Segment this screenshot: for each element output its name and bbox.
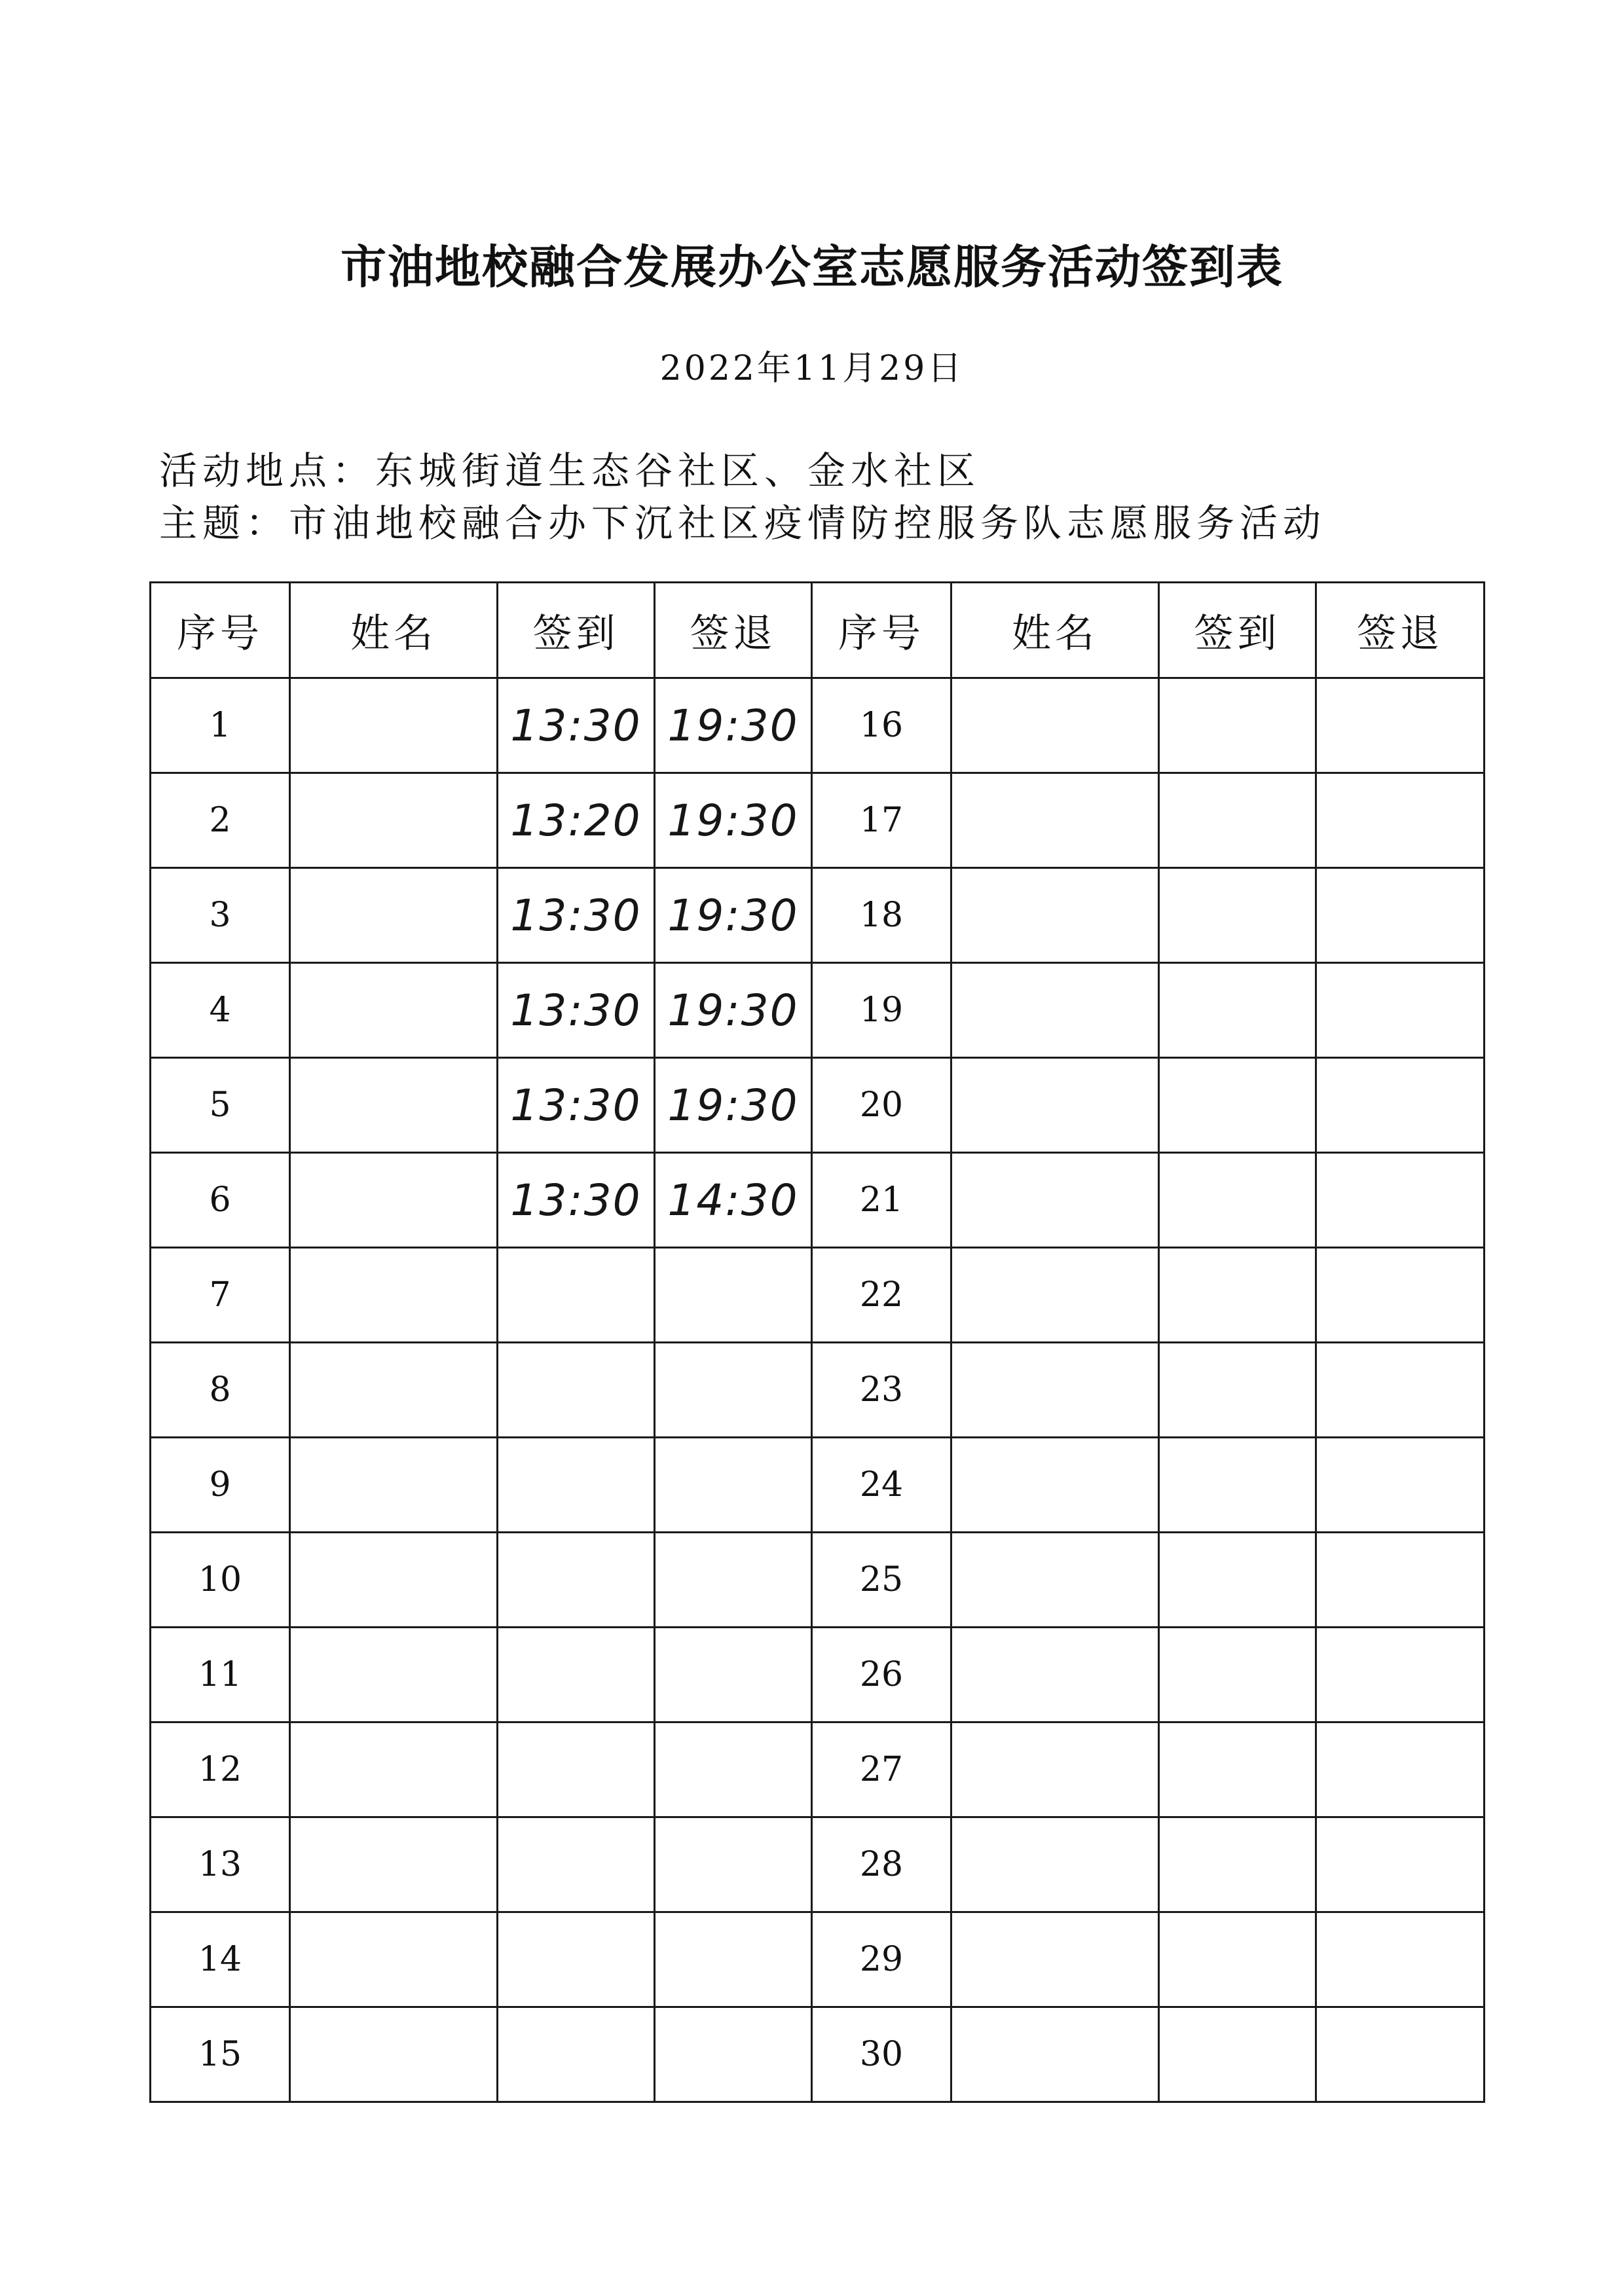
header-name-right: 姓名 [951, 583, 1159, 678]
signout-cell [1316, 1248, 1485, 1343]
header-signin-right: 签到 [1159, 583, 1316, 678]
signin-cell [1159, 1058, 1316, 1153]
seq-cell: 9 [151, 1438, 290, 1533]
signin-cell [1159, 1722, 1316, 1817]
table-row [151, 1153, 1485, 1248]
seq-cell: 25 [812, 1533, 951, 1628]
signin-cell [1159, 1438, 1316, 1533]
signin-cell [1159, 1153, 1316, 1248]
name-cell [290, 2007, 498, 2102]
signout-cell: 19:30 [655, 868, 812, 963]
signin-cell [1159, 868, 1316, 963]
name-cell [951, 1628, 1159, 1722]
signout-cell: 19:30 [655, 678, 812, 773]
signin-cell: 13:30 [498, 868, 655, 963]
seq-cell: 5 [151, 1058, 290, 1153]
name-cell [290, 1722, 498, 1817]
name-cell [290, 1438, 498, 1533]
seq-cell: 11 [151, 1628, 290, 1722]
table-header-row [151, 583, 1485, 678]
table-row [151, 2007, 1485, 2102]
sheet-date: 2022年11月29日 [659, 349, 965, 388]
name-cell [290, 868, 498, 963]
signin-cell [498, 1912, 655, 2007]
table-row [151, 1533, 1485, 1628]
name-cell [290, 1533, 498, 1628]
seq-cell: 7 [151, 1248, 290, 1343]
name-cell [951, 1912, 1159, 2007]
signout-cell [1316, 1817, 1485, 1912]
name-cell [290, 963, 498, 1058]
seq-cell: 27 [812, 1722, 951, 1817]
topic-value: 市油地校融合办下沉社区疫情防控服务队志愿服务活动 [289, 501, 1327, 545]
activity-topic [159, 492, 1326, 547]
seq-cell: 1 [151, 678, 290, 773]
table-body [151, 678, 1485, 2102]
name-cell [951, 1438, 1159, 1533]
name-cell [951, 1343, 1159, 1438]
seq-cell: 28 [812, 1817, 951, 1912]
seq-cell: 4 [151, 963, 290, 1058]
signin-cell: 13:30 [498, 963, 655, 1058]
seq-cell: 2 [151, 773, 290, 868]
header-name-left: 姓名 [290, 583, 498, 678]
signout-cell: 14:30 [655, 1153, 812, 1248]
signout-cell [655, 1628, 812, 1722]
name-cell [951, 963, 1159, 1058]
seq-cell: 8 [151, 1343, 290, 1438]
signin-cell [498, 1343, 655, 1438]
name-cell [290, 1248, 498, 1343]
seq-cell: 13 [151, 1817, 290, 1912]
signin-cell [498, 1628, 655, 1722]
name-cell [951, 2007, 1159, 2102]
name-cell [951, 1153, 1159, 1248]
seq-cell: 18 [812, 868, 951, 963]
signout-cell [655, 2007, 812, 2102]
signout-cell [1316, 868, 1485, 963]
name-cell [290, 678, 498, 773]
signout-cell [655, 1722, 812, 1817]
name-cell [290, 1058, 498, 1153]
header-signout-left: 签退 [655, 583, 812, 678]
signin-cell [498, 1533, 655, 1628]
signout-cell [1316, 963, 1485, 1058]
signin-cell [1159, 773, 1316, 868]
location-value: 东城街道生态谷社区、金水社区 [375, 448, 981, 493]
signout-cell [655, 1533, 812, 1628]
seq-cell: 30 [812, 2007, 951, 2102]
table-row [151, 1248, 1485, 1343]
page-title: 市油地校融合发展办公室志愿服务活动签到表 [341, 240, 1283, 294]
signin-cell [1159, 1912, 1316, 2007]
seq-cell: 21 [812, 1153, 951, 1248]
seq-cell: 17 [812, 773, 951, 868]
signin-cell: 13:30 [498, 1058, 655, 1153]
seq-cell: 19 [812, 963, 951, 1058]
signin-cell: 13:20 [498, 773, 655, 868]
seq-cell: 12 [151, 1722, 290, 1817]
signout-cell [655, 1248, 812, 1343]
seq-cell: 3 [151, 868, 290, 963]
header-seq-left: 序号 [151, 583, 290, 678]
name-cell [290, 1343, 498, 1438]
signout-cell [1316, 773, 1485, 868]
signout-cell [1316, 1438, 1485, 1533]
signin-cell [1159, 1628, 1316, 1722]
signin-cell [1159, 1533, 1316, 1628]
table-row [151, 1817, 1485, 1912]
signin-cell [498, 1722, 655, 1817]
seq-cell: 26 [812, 1628, 951, 1722]
signout-cell: 19:30 [655, 963, 812, 1058]
seq-cell: 15 [151, 2007, 290, 2102]
seq-cell: 6 [151, 1153, 290, 1248]
seq-cell: 20 [812, 1058, 951, 1153]
signout-cell [1316, 1153, 1485, 1248]
name-cell [951, 1533, 1159, 1628]
seq-cell: 29 [812, 1912, 951, 2007]
signout-cell: 19:30 [655, 773, 812, 868]
signout-cell [1316, 1912, 1485, 2007]
signin-cell [498, 1248, 655, 1343]
header-signout-right: 签退 [1316, 583, 1485, 678]
signin-cell [498, 2007, 655, 2102]
signin-cell [1159, 1817, 1316, 1912]
signout-cell [655, 1817, 812, 1912]
table-row [151, 1438, 1485, 1533]
name-cell [951, 1722, 1159, 1817]
header-seq-right: 序号 [812, 583, 951, 678]
seq-cell: 16 [812, 678, 951, 773]
signin-cell [1159, 2007, 1316, 2102]
sign-in-table [149, 581, 1485, 2103]
seq-cell: 14 [151, 1912, 290, 2007]
table-row [151, 1058, 1485, 1153]
table-row [151, 1628, 1485, 1722]
signout-cell [655, 1438, 812, 1533]
location-label: 活动地点： [159, 448, 376, 493]
table-row [151, 1912, 1485, 2007]
signout-cell [1316, 1533, 1485, 1628]
seq-cell: 24 [812, 1438, 951, 1533]
header-signin-left: 签到 [498, 583, 655, 678]
name-cell [290, 773, 498, 868]
name-cell [951, 1248, 1159, 1343]
signin-cell [1159, 963, 1316, 1058]
signout-cell: 19:30 [655, 1058, 812, 1153]
name-cell [290, 1912, 498, 2007]
table-row [151, 963, 1485, 1058]
signin-cell: 13:30 [498, 1153, 655, 1248]
signout-cell [1316, 1343, 1485, 1438]
name-cell [951, 773, 1159, 868]
name-cell [290, 1817, 498, 1912]
table-row [151, 1343, 1485, 1438]
table-row [151, 1722, 1485, 1817]
name-cell [951, 678, 1159, 773]
signin-cell [1159, 1248, 1316, 1343]
seq-cell: 10 [151, 1533, 290, 1628]
seq-cell: 23 [812, 1343, 951, 1438]
signout-cell [1316, 678, 1485, 773]
seq-cell: 22 [812, 1248, 951, 1343]
signout-cell [1316, 1722, 1485, 1817]
activity-location [159, 440, 980, 495]
signin-cell [498, 1817, 655, 1912]
signin-cell [498, 1438, 655, 1533]
name-cell [951, 1058, 1159, 1153]
signin-cell [1159, 1343, 1316, 1438]
name-cell [951, 868, 1159, 963]
name-cell [290, 1628, 498, 1722]
signout-cell [1316, 2007, 1485, 2102]
signout-cell [655, 1912, 812, 2007]
signin-cell: 13:30 [498, 678, 655, 773]
table-row [151, 868, 1485, 963]
table-row [151, 678, 1485, 773]
signout-cell [1316, 1058, 1485, 1153]
topic-label: 主题： [159, 501, 289, 545]
signout-cell [655, 1343, 812, 1438]
signout-cell [1316, 1628, 1485, 1722]
signin-cell [1159, 678, 1316, 773]
table-row [151, 773, 1485, 868]
name-cell [951, 1817, 1159, 1912]
name-cell [290, 1153, 498, 1248]
